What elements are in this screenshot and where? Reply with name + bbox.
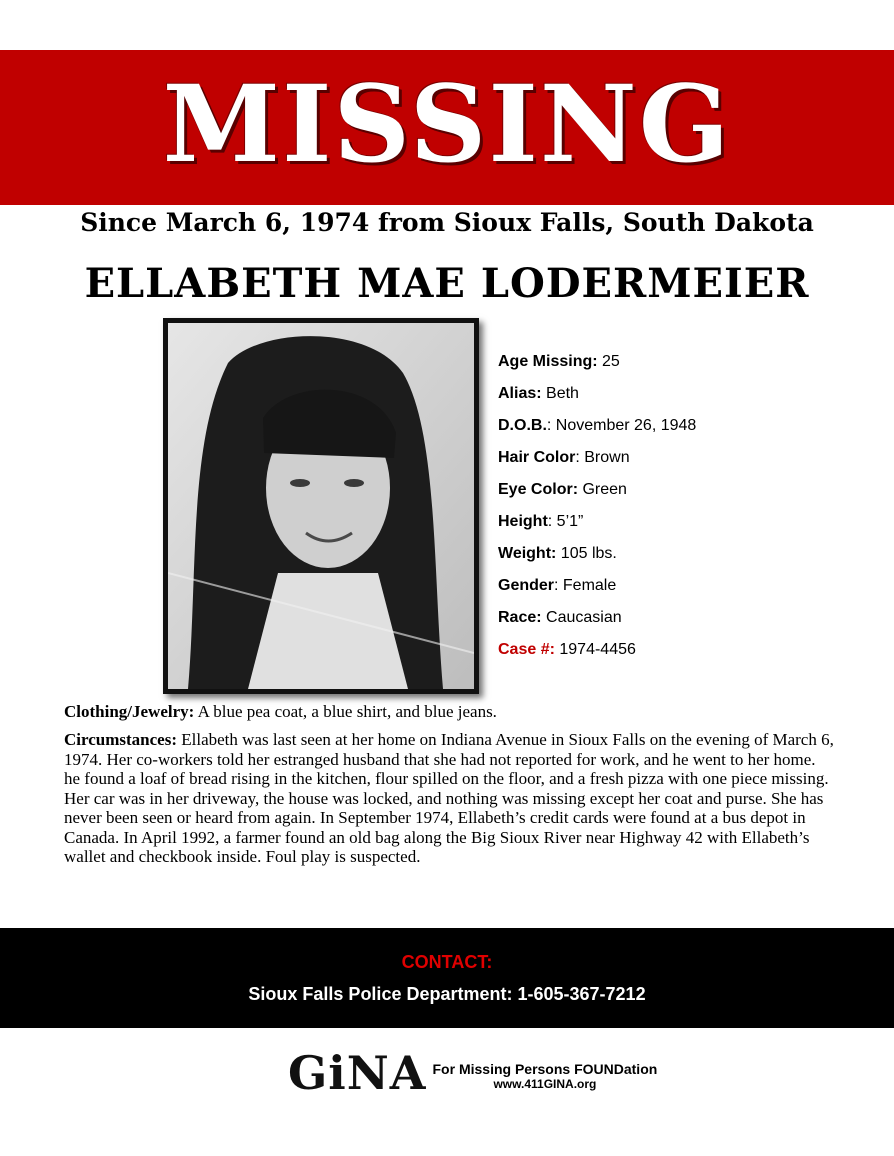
detail-alias: Alias: Beth xyxy=(498,385,579,402)
circumstances-label: Circumstances: xyxy=(64,730,177,749)
detail-age: Age Missing: 25 xyxy=(498,353,620,370)
person-photo xyxy=(163,318,479,694)
detail-weight: Weight: 105 lbs. xyxy=(498,545,617,562)
person-name: ELLABETH MAE LODERMEIER xyxy=(84,260,810,307)
detail-eye-color: Eye Color: Green xyxy=(498,481,627,498)
portrait-image xyxy=(168,323,474,689)
foundation-url[interactable]: www.411GINA.org xyxy=(493,1077,597,1091)
gina-logo: GiNA xyxy=(288,1046,427,1100)
contact-label: CONTACT: xyxy=(401,952,493,972)
foundation-info xyxy=(433,1061,658,1095)
detail-hair-color: Hair Color: Brown xyxy=(498,449,630,466)
foundation-name: For Missing Persons FOUNDation xyxy=(432,1061,658,1077)
detail-height: Height: 5’1” xyxy=(498,513,584,530)
missing-since-line: Since March 6, 1974 from Sioux Falls, South Dakota xyxy=(80,208,814,237)
detail-race: Race: Caucasian xyxy=(498,609,622,626)
detail-case-number: Case #: 1974-4456 xyxy=(498,641,636,658)
clothing-section xyxy=(64,702,844,722)
contact-department: Sioux Falls Police Department: 1-605-367-7212 xyxy=(248,984,646,1004)
missing-banner xyxy=(0,50,894,205)
footer xyxy=(288,1045,658,1100)
circumstances-section xyxy=(64,730,834,867)
clothing-label: Clothing/Jewelry: xyxy=(64,702,195,721)
banner-title: MISSING xyxy=(162,61,732,186)
contact-bar xyxy=(0,928,894,1028)
person-details xyxy=(498,346,878,666)
clothing-text: A blue pea coat, a blue shirt, and blue jeans. xyxy=(194,702,497,721)
circumstances-text: Ellabeth was last seen at her home on Indiana Avenue in Sioux Falls on the evening of March 6, 1974. Her co-workers told her estranged husband that she had not reported for work, and he went to her home. he found a loaf of bread rising in the kitchen, flour spilled on the floor, and a fresh pizza with one piece missing. Her car was in her driveway, the house was locked, and nothing was missing except her coat and purse. She has never been seen or heard from again. In September 1974, Ellabeth’s credit cards were found at a bus depot in Canada. In April 1992, a farmer found an old bag along the Big Sioux River near Highway 42 with Ellabeth’s wallet and checkbook inside. Foul play is suspected. xyxy=(64,730,834,866)
detail-dob: D.O.B.: November 26, 1948 xyxy=(498,417,697,434)
detail-gender: Gender: Female xyxy=(498,577,617,594)
